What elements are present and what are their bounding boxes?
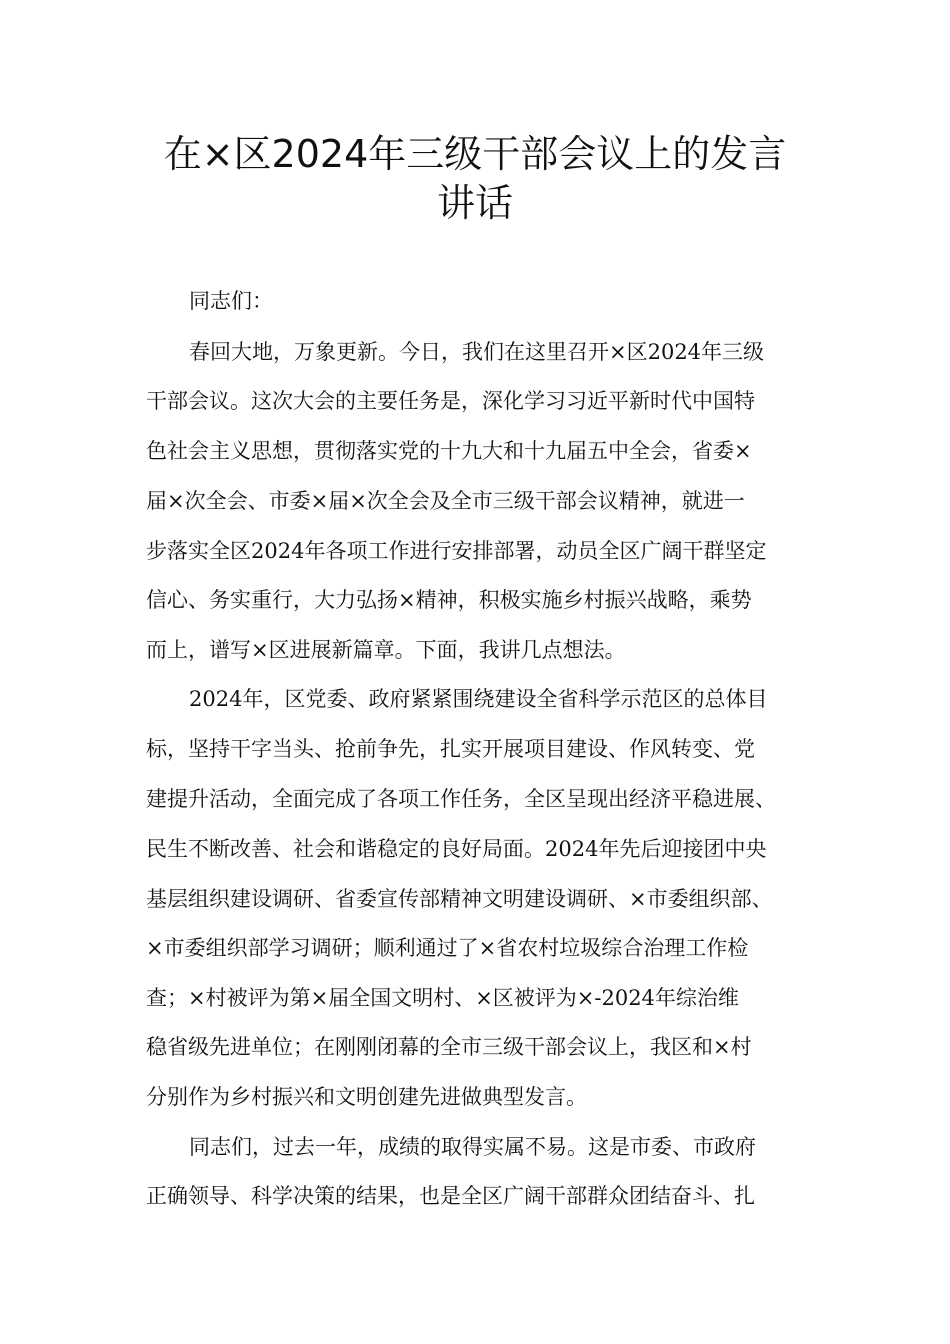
paragraph-1-line-3: 色社会主义思想，贯彻落实党的十九大和十九届五中全会，省委× — [146, 439, 752, 463]
paragraph-3-line-2: 正确领导、科学决策的结果，也是全区广阔干部群众团结奋斗、扎 — [146, 1184, 755, 1208]
paragraph-1-line-6: 信心、务实重行，大力弘扬×精神，积极实施乡村振兴战略，乘势 — [146, 588, 752, 612]
paragraph-1-line-2: 干部会议。这次大会的主要任务是，深化学习习近平新时代中国特 — [146, 389, 755, 413]
paragraph-1-line-7: 而上，谱写×区进展新篇章。下面，我讲几点想法。 — [146, 638, 626, 662]
paragraph-2-line-3: 建提升活动，全面完成了各项工作任务，全区呈现出经济平稳进展、 — [146, 787, 776, 811]
document-title-line-2: 讲话 — [436, 181, 513, 225]
paragraph-2-line-5: 基层组织建设调研、省委宣传部精神文明建设调研、×市委组织部、 — [146, 887, 773, 911]
paragraph-1-line-4: 届×次全会、市委×届×次全会及全市三级干部会议精神，就进一 — [146, 489, 745, 513]
paragraph-2-line-8: 稳省级先进单位；在刚刚闭幕的全市三级干部会议上，我区和×村 — [146, 1035, 752, 1059]
paragraph-2-line-2: 标，坚持干字当头、抢前争先，扎实开展项目建设、作风转变、党 — [146, 737, 755, 761]
paragraph-2-line-7: 查；×村被评为第×届全国文明村、×区被评为×-2024年综治维 — [146, 986, 739, 1010]
salutation: 同志们： — [189, 289, 273, 313]
paragraph-2-line-1: 2024年，区党委、政府紧紧围绕建设全省科学示范区的总体目 — [189, 687, 768, 711]
paragraph-1-line-1: 春回大地，万象更新。今日，我们在这里召开×区2024年三级 — [189, 340, 765, 364]
paragraph-2-line-9: 分别作为乡村振兴和文明创建先进做典型发言。 — [146, 1085, 587, 1109]
paragraph-2-line-4: 民生不断改善、社会和谐稳定的良好局面。2024年先后迎接团中央 — [146, 837, 767, 861]
paragraph-2-line-6: ×市委组织部学习调研；顺利通过了×省农村垃圾综合治理工作检 — [146, 936, 749, 960]
document-title-line-1: 在×区2024年三级干部会议上的发言 — [163, 132, 787, 176]
paragraph-1-line-5: 步落实全区2024年各项工作进行安排部署，动员全区广阔干群坚定 — [146, 539, 767, 563]
paragraph-3-line-1: 同志们，过去一年，成绩的取得实属不易。这是市委、市政府 — [189, 1135, 756, 1159]
